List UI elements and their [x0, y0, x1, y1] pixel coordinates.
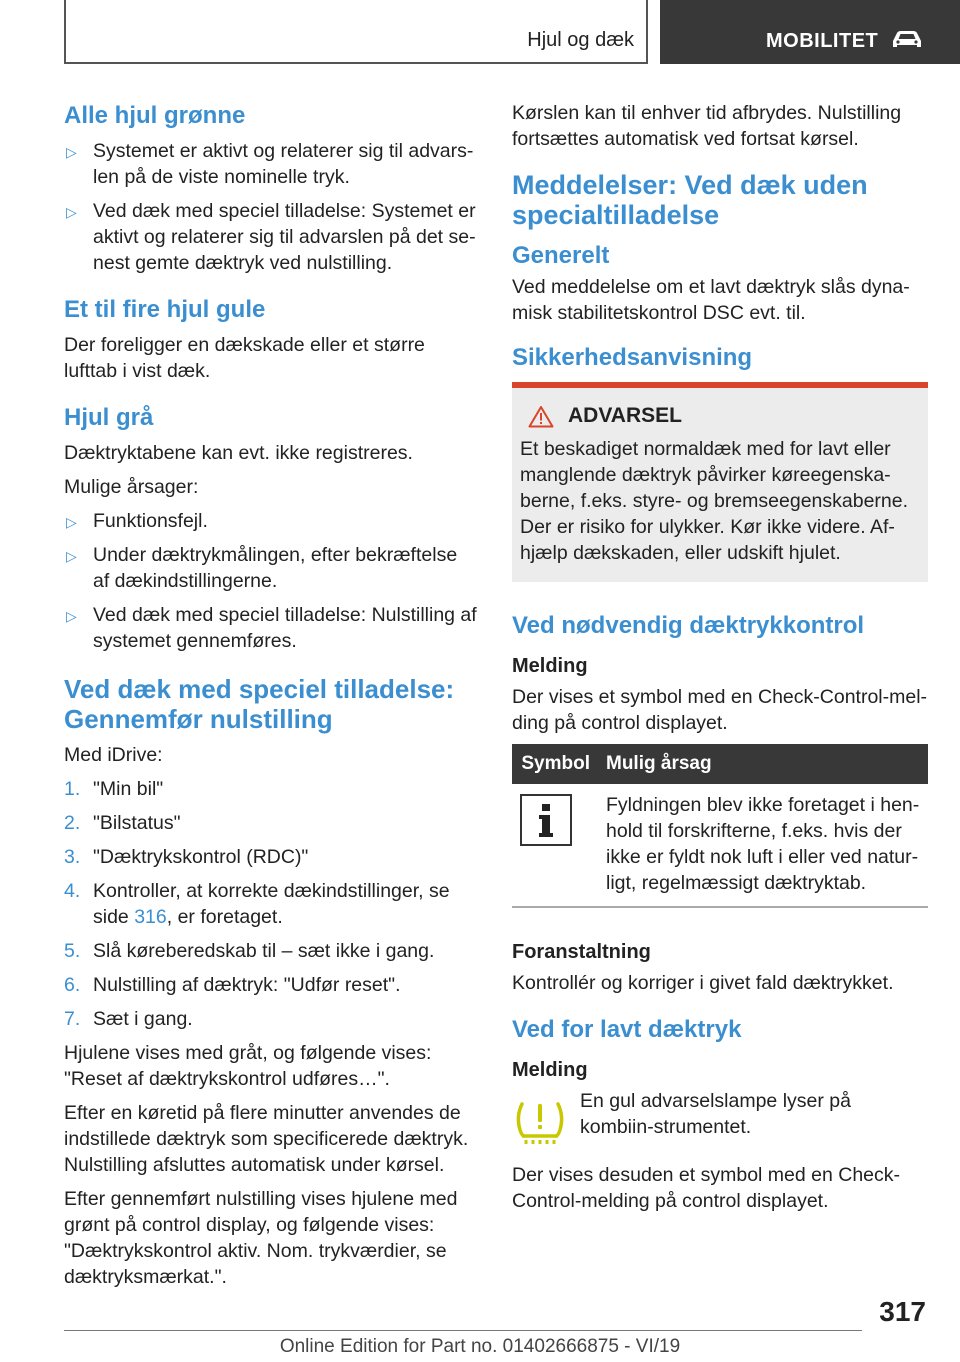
paragraph-idrive: Med iDrive: — [64, 744, 163, 766]
step-item: 6. Nulstilling af dæktryk: "Udfør reset". — [64, 974, 401, 996]
reset-steps — [64, 776, 478, 1032]
lamp-row — [512, 1088, 928, 1148]
triangle-bullet-icon: ▷ — [66, 514, 77, 530]
info-icon — [520, 794, 572, 846]
header-section-box — [64, 0, 648, 64]
paragraph-grey-2: Mulige årsager: — [64, 476, 199, 498]
step-item: 5. Slå køreberedskab til – sæt ikke i gang. — [64, 940, 435, 962]
page-reference-link[interactable]: 316 — [134, 906, 167, 928]
paragraph-after-1: Hjulene vises med gråt, og følgende vises: "Reset af dæktrykskontrol udføres…". — [64, 1042, 432, 1090]
warning-header — [528, 404, 920, 428]
step-item: 3. "Dæktrykskontrol (RDC)" — [64, 846, 309, 868]
paragraph-yellow: Der foreligger en dækskade eller et større lufttab i vist dæk. — [64, 334, 425, 382]
heading-measure: Foranstaltning — [512, 941, 651, 963]
list-item: ▷ Ved dæk med speciel tilladelse: Nulstilling af systemet gennemføres. — [66, 604, 477, 652]
warning-box — [512, 382, 928, 582]
green-list — [64, 138, 478, 276]
chapter-tab — [660, 0, 960, 64]
tire-pressure-warning-icon — [512, 1096, 568, 1148]
page-number: 317 — [879, 1296, 926, 1327]
paragraph-message-1: Der vises et symbol med en Check-Control-mel-ding på control displayet. — [512, 686, 928, 734]
step-item: 1. "Min bil" — [64, 778, 164, 800]
section-title: Hjul og dæk — [527, 29, 634, 51]
heading-message-2: Melding — [512, 1059, 588, 1081]
paragraph-also: Der vises desuden et symbol med en Check-Control-melding på control displayet. — [512, 1164, 901, 1212]
heading-messages: Meddelelser: Ved dæk uden specialtilladelse — [512, 170, 868, 230]
footer-edition: Online Edition for Part no. 01402666875 - VI/19 — [279, 1336, 681, 1357]
heading-general: Generelt — [512, 242, 610, 269]
heading-safety: Sikkerhedsanvisning — [512, 344, 753, 371]
right-column — [512, 100, 928, 1222]
step-item: 2. "Bilstatus" — [64, 812, 181, 834]
table-row — [512, 784, 928, 907]
paragraph-general: Ved meddelelse om et lavt dæktryk slås dyna-misk stabilitetskontrol DSC evt. til. — [512, 276, 910, 324]
heading-necessary-check: Ved nødvendig dæktrykkontrol — [512, 612, 865, 639]
paragraph-intro: Kørslen kan til enhver tid afbrydes. Nulstilling fortsættes automatisk ved fortsat kørsel. — [512, 102, 902, 150]
warning-triangle-icon — [528, 405, 554, 428]
paragraph-lamp: En gul advarselslampe lyser på kombiin-strumentet. — [580, 1090, 851, 1138]
list-item: ▷ Under dæktrykmålingen, efter bekræftelse af dækindstillingerne. — [66, 544, 458, 592]
triangle-bullet-icon: ▷ — [66, 608, 77, 624]
heading-grey: Hjul grå — [64, 404, 154, 431]
triangle-bullet-icon: ▷ — [66, 548, 77, 564]
paragraph-after-3: Efter gennemført nulstilling vises hjulene med grønt på control display, og følgende vises: "Dæktrykskontrol aktiv. Nom. trykværdier, se dæktryksmærkat.". — [64, 1188, 458, 1288]
heading-message-1: Melding — [512, 655, 588, 677]
paragraph-after-2: Efter en køretid på flere minutter anvendes de indstillede dæktryk som specificerede dæktryk. Nulstilling afsluttes automatisk under kørsel. — [64, 1102, 469, 1176]
heading-yellow: Et til fire hjul gule — [64, 296, 266, 323]
list-item: ▷ Funktionsfejl. — [64, 508, 478, 534]
paragraph-grey-1: Dæktryktabene kan evt. ikke registreres. — [64, 442, 413, 464]
list-item: ▷ Systemet er aktivt og relaterer sig til advars-len på de viste nominelle tryk. — [66, 140, 474, 188]
table-header-symbol: Symbol — [512, 744, 598, 784]
car-icon — [890, 28, 924, 50]
footer-divider — [64, 1330, 862, 1331]
triangle-bullet-icon: ▷ — [66, 144, 77, 160]
heading-low-pressure: Ved for lavt dæktryk — [512, 1016, 742, 1043]
warning-text: Et beskadiget normaldæk med for lavt eller manglende dæktryk påvirker køreegenska-berne, f.eks. styre- og bremseegenskaberne. Der er risiko for ulykker. Kør ikke videre. Af-hjælp dækskaden, eller udskift hjulet. — [520, 438, 909, 564]
grey-list — [64, 508, 478, 654]
chapter-title: MOBILITET — [766, 30, 879, 52]
paragraph-measure: Kontrollér og korriger i givet fald dæktrykket. — [512, 972, 894, 994]
symbol-table — [512, 744, 928, 908]
step-item: 7. Sæt i gang. — [64, 1008, 193, 1030]
step-item: 4. Kontroller, at korrekte dækindstillinger, se side 316, er foretaget. — [64, 880, 450, 928]
list-item: ▷ Ved dæk med speciel tilladelse: Systemet er aktivt og relaterer sig til advarslen på det se-nest gemte dæktryk ved nulstilling. — [66, 200, 476, 274]
heading-reset: Ved dæk med speciel tilladelse: Gennemfør nulstilling — [64, 674, 455, 734]
table-cell-cause: Fyldningen blev ikke foretaget i hen-hold til forskrifterne, f.eks. hvis der ikke er fyldt nok luft i eller ved natur-ligt, regelmæssigt dæktryktab. — [598, 784, 928, 907]
triangle-bullet-icon: ▷ — [66, 204, 77, 220]
warning-title: ADVARSEL — [568, 404, 682, 427]
table-header-cause: Mulig årsag — [598, 744, 928, 784]
left-column — [64, 100, 478, 1298]
heading-all-green: Alle hjul grønne — [64, 102, 246, 129]
